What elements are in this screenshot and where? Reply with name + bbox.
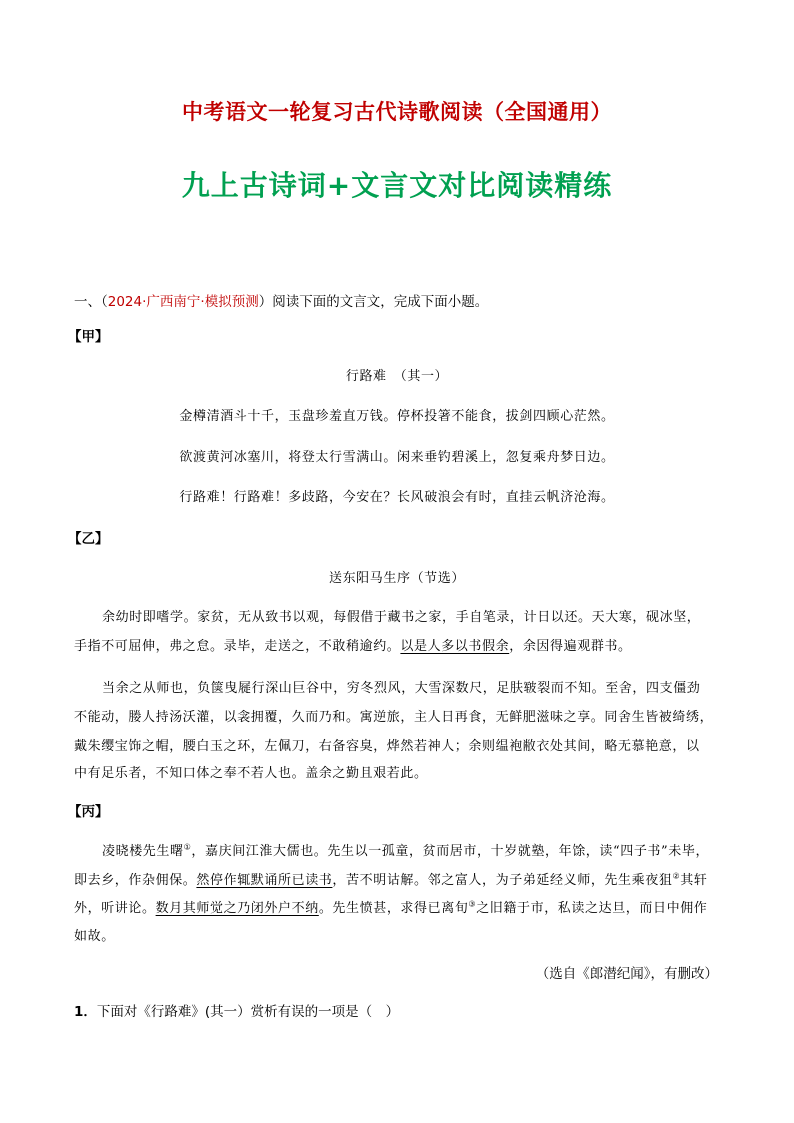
- poem-line-1: 金樽清酒斗十千，玉盘珍羞直万钱。停杯投箸不能食，拔剑四顾心茫然。: [179, 409, 615, 424]
- bing-text-segment: 其轩: [680, 873, 708, 888]
- prose-title: 送东阳马生序（节选）: [328, 571, 465, 586]
- yi-paragraph-1-line-2: [74, 635, 724, 654]
- poem-line-2: 欲渡黄河冰塞川，将登太行雪满山。闲来垂钓碧溪上，忽复乘舟梦日边。: [179, 450, 615, 465]
- question-1: [74, 1000, 724, 1020]
- bing-line-2: [74, 869, 724, 888]
- question-intro: [74, 290, 724, 310]
- footnote-marker: ①: [183, 842, 192, 852]
- footnote-marker: ③: [468, 899, 477, 909]
- yi-paragraph-1-line-1: 余幼时即嗜学。家贫，无从致书以观，每假借于藏书之家，手自笔录，计日以还。天大寒，砚冰坚，: [102, 610, 701, 625]
- yi-paragraph-2-line-3: 戴朱缨宝饰之帽，腰白玉之环，左佩刀，右备容臭，烨然若神人；余则缊袍敝衣处其间，略无慕艳意，以: [74, 739, 700, 754]
- bing-line-3: [74, 897, 724, 916]
- poem-title: 行路难 （其一）: [345, 369, 449, 384]
- intro-suffix: ）阅读下面的文言文，完成下面小题。: [258, 294, 489, 310]
- yi-underlined-sentence: 以是人多以书假余: [400, 639, 510, 654]
- yi-text-segment: 手指不可屈伸，弗之怠。录毕，走送之，不敢稍逾约。: [74, 639, 401, 654]
- bing-text-segment: 之旧籍于市，私读之达旦，而日中佣作: [476, 901, 708, 916]
- intro-prefix: 一、（: [74, 294, 108, 310]
- footnote-marker: ②: [672, 871, 681, 881]
- bing-underlined-sentence-2: 数月其师觉之乃闭外户不纳: [155, 901, 319, 916]
- document-subtitle: 九上古诗词+文言文对比阅读精练: [181, 169, 613, 202]
- question-text: 下面对《行路难》(其一）赏析有误的一项是（ ）: [96, 1004, 400, 1020]
- bing-underlined-sentence-1: 然停作辄默诵所已读书: [196, 873, 333, 888]
- yi-text-segment: ，余因得遍观群书。: [509, 639, 632, 654]
- question-source: 2024·广西南宁·模拟预测: [107, 294, 259, 310]
- question-number: 1．: [74, 1004, 97, 1020]
- bing-text-segment: 外，听讲论。: [74, 901, 156, 916]
- poem-line-3: 行路难！行路难！多歧路，今安在？长风破浪会有时，直挂云帆济沧海。: [179, 490, 615, 505]
- yi-paragraph-2-line-4: 中有足乐者，不知口体之奉不若人也。盖余之勤且艰若此。: [74, 766, 428, 781]
- bing-text-segment: 即去乡，作杂佣保。: [74, 873, 197, 888]
- bing-text-segment: 。先生愤甚，求得已离旬: [318, 901, 469, 916]
- bing-line-4: 如故。: [74, 929, 115, 944]
- bing-text-segment: ，嘉庆间江淮大儒也。先生以一孤童，贫而居市，十岁就塾，年馀，读“四子书”未毕，: [191, 844, 710, 859]
- yi-paragraph-2-line-2: 不能动，媵人持汤沃灌，以衾拥覆，久而乃和。寓逆旅，主人日再食，无鲜肥滋味之享。同舍生皆被绮绣，: [74, 710, 714, 725]
- document-title: 中考语文一轮复习古代诗歌阅读（全国通用）: [182, 100, 612, 124]
- bing-source: （选自《郎潜纪闻》，有删改）: [535, 966, 718, 982]
- section-label-jia: 【甲】: [68, 329, 109, 345]
- bing-text-segment: 凌晓楼先生曙: [102, 844, 184, 859]
- bing-line-1: [102, 840, 724, 859]
- section-label-yi: 【乙】: [68, 531, 109, 547]
- yi-paragraph-2-line-1: 当余之从师也，负箧曳屣行深山巨谷中，穷冬烈风，大雪深数尺，足肤皲裂而不知。至舍，四支僵劲: [102, 681, 701, 696]
- section-label-bing: 【丙】: [68, 804, 109, 820]
- bing-text-segment: ，苦不明诂解。邻之富人，为子弟延经义师，先生乘夜狙: [332, 873, 673, 888]
